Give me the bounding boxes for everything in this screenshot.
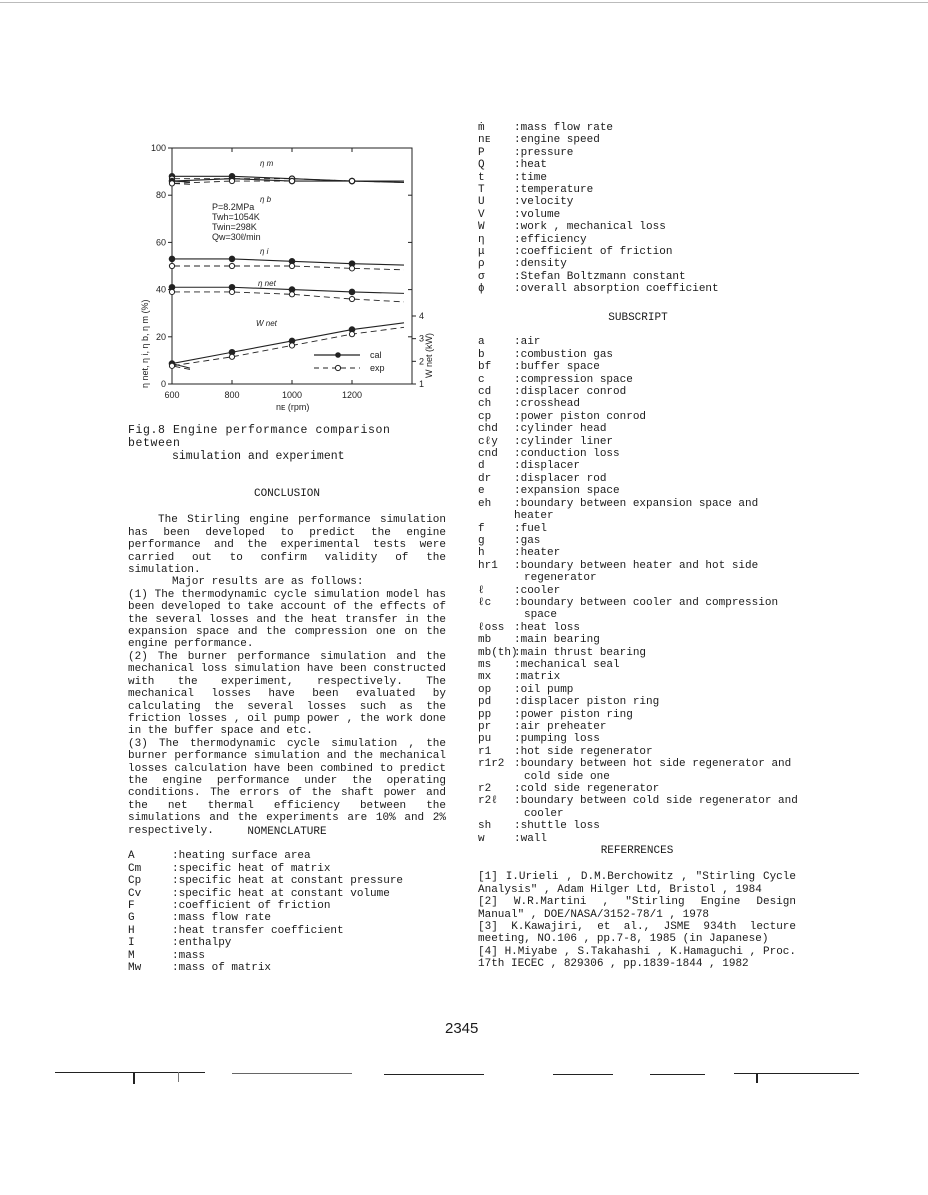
data-point-eta_i-exp [229,263,234,268]
nomenclature-item [128,937,446,949]
nomenclature-item [478,221,798,233]
nomenclature-description: :coefficient of friction [172,900,331,913]
subscript-symbol: cp [478,410,492,423]
subscript-description: :heater [514,547,561,560]
data-point-eta_net-exp [169,289,174,294]
subscript-description: :crosshead [514,398,581,411]
subscript-symbol: r1 [478,745,492,758]
subscript-symbol: b [478,348,485,361]
nomenclature-left [128,826,446,974]
nomenclature-description: :work , mechanical loss [514,221,666,234]
data-point-eta_b-exp [289,178,294,183]
subscript-item [478,746,798,758]
subscript-description: :cylinder head [514,423,607,436]
subscript-symbol: cℓy [478,435,498,448]
x-tick-label: 600 [164,390,180,400]
y2-tick-label: 4 [419,311,425,321]
subscript-symbol: r2 [478,783,492,796]
subscript-symbol: pd [478,696,492,709]
nomenclature-item [478,283,798,295]
top-rule [0,2,928,3]
subscript-symbol: ℓc [478,596,492,609]
nomenclature-symbol: Cv [128,887,142,900]
subscript-symbol: chd [478,423,498,436]
y2-tick-label: 2 [419,356,425,367]
nomenclature-description: :velocity [514,196,574,209]
nomenclature-symbol: H [128,924,135,937]
nomenclature-right [478,122,798,296]
subscript-symbol: r2ℓ [478,795,498,808]
nomenclature-item [478,246,798,258]
nomenclature-item [128,962,446,974]
subscript-symbol: w [478,832,485,845]
subscript-description: :air [514,336,541,349]
nomenclature-description: :mass of matrix [172,962,272,975]
series-line-eta_i-cal [172,259,404,265]
data-point-W_net-exp [349,332,354,337]
subscript-description: :hot side regenerator [514,745,653,758]
subscript-description: :mechanical seal [514,658,620,671]
subscript-item [478,398,798,410]
nomenclature-symbol: A [128,850,135,863]
data-point-eta_net-exp [349,296,354,301]
subscript-description: :boundary between cooler and compression [514,596,779,609]
data-point-W_net-exp [169,363,174,368]
nomenclature-symbol: ṁ [478,122,485,134]
y-axis-label-right: W net (kW) [424,333,434,378]
conclusion-title: CONCLUSION [253,488,320,500]
nomenclature-description: :mass flow rate [172,912,272,925]
series-line-W_net-cal [172,323,404,368]
data-point-eta_b-exp [349,178,354,183]
subscript-item [478,833,798,845]
data-point-eta_b-exp [169,181,174,186]
nomenclature-description: :Stefan Boltzmann constant [514,270,686,283]
condition-0: P=8.2MPa [212,202,255,212]
subscript-description: :displacer [514,460,581,473]
subscript-symbol: ℓoss [478,621,505,634]
subscript-item [478,460,798,472]
reference-2: [2] W.R.Martini , "Stirling Engine Design Manual" , DOE/NASA/3152-78/1 , 1978 [478,896,796,921]
nomenclature-symbol: Cm [128,862,142,875]
subscript-description: :conduction loss [514,448,620,461]
nomenclature-symbol: V [478,208,485,221]
subscript-description: :displacer conrod [514,386,627,399]
subscript-description: :matrix [514,671,561,684]
subscript-description: :boundary between cold side regenerator and [514,795,798,808]
nomenclature-description: :mass flow rate [514,122,614,134]
subscript-item [478,795,798,807]
caption-line-2: simulation and experiment [172,450,345,463]
subscript-continuation: regenerator [524,572,597,585]
x-tick-label: 1200 [341,390,363,400]
subscript-title: SUBSCRIPT [608,312,668,324]
nomenclature-item [128,875,446,887]
subscript-symbol: c [478,373,485,386]
nomenclature-item [128,888,446,900]
conclusion-section [128,488,446,837]
subscript-description: :main bearing [514,634,600,647]
y-tick-label: 60 [155,237,166,248]
y-tick-label: 20 [155,331,166,342]
condition-2: Twin=298K [212,222,257,232]
nomenclature-symbol: Mw [128,962,142,975]
nomenclature-item [128,950,446,962]
caption-line-1: Fig.8 Engine performance comparison between [128,424,391,450]
nomenclature-item [478,172,798,184]
subscript-symbol: h [478,547,485,560]
subscript-symbol: r1r2 [478,758,505,771]
nomenclature-symbol: nᴇ [478,134,492,147]
label-w-net: W net [256,319,277,328]
data-point-eta_b-exp [229,178,234,183]
nomenclature-title: NOMENCLATURE [247,826,327,838]
conclusion-paragraph-2: Major results are as follows: [172,576,364,589]
nomenclature-symbol: t [478,171,485,184]
subscript-description: :displacer rod [514,472,607,485]
subscript-symbol: mb(th) [478,646,518,659]
subscript-description: :wall [514,832,548,845]
nomenclature-item [128,912,446,924]
nomenclature-description: :specific heat at constant pressure [172,875,404,888]
references-title: REFERRENCES [600,845,674,857]
subscript-description: :cooler [514,584,561,597]
nomenclature-item [128,925,446,937]
subscript-symbol: pu [478,733,492,746]
nomenclature-symbol: W [478,221,485,234]
nomenclature-symbol: σ [478,270,485,283]
subscript-symbol: mb [478,634,492,647]
condition-3: Qw=30ℓ/min [212,232,261,242]
nomenclature-description: :heat transfer coefficient [172,924,344,937]
legend-exp-marker [335,365,340,370]
nomenclature-item [478,134,798,146]
nomenclature-description: :time [514,171,548,184]
nomenclature-symbol: I [128,937,135,950]
y-axis-label-left: η net, η i, η b, η m (%) [140,299,150,388]
subscript-item [478,634,798,646]
subscript-item [478,684,798,696]
nomenclature-item [478,122,798,134]
subscript-symbol: pp [478,708,492,721]
subscript-description: :boundary between expansion space and heater [514,497,759,523]
x-axis-label: nᴇ (rpm) [276,402,310,412]
nomenclature-description: :density [514,258,567,271]
subscript-symbol: cd [478,386,492,399]
data-point-eta_net-cal [349,289,355,295]
y2-tick-label: 3 [419,333,425,344]
subscript-description: :fuel [514,522,548,535]
subscript-description: :power piston ring [514,708,633,721]
nomenclature-description: :heating surface area [172,850,311,863]
subscript-item [478,622,798,634]
figure-8 [128,138,458,418]
subscript-description: :buffer space [514,361,600,374]
series-line-eta_i-exp [172,266,404,270]
subscript-description: :heat loss [514,621,581,634]
subscript-description: :boundary between heater and hot side [514,559,759,572]
subscript-description: :expansion space [514,485,620,498]
subscript-description: :air preheater [514,721,607,733]
subscript-item [478,659,798,671]
legend-cal-marker [335,352,341,358]
subscript-symbol: bf [478,361,492,374]
data-point-W_net-exp [229,354,234,359]
data-point-eta_i-exp [349,266,354,271]
subscript-item [478,820,798,832]
data-point-eta_i-exp [289,263,294,268]
x-tick-label: 800 [224,390,240,400]
nomenclature-symbol: ϕ [478,283,485,296]
subscript-description: :cold side regenerator [514,783,660,796]
subscript-symbol: ms [478,658,492,671]
nomenclature-description: :specific heat at constant volume [172,887,390,900]
nomenclature-description: :mass [172,949,206,962]
nomenclature-symbol: η [478,233,485,246]
nomenclature-item [478,147,798,159]
nomenclature-description: :enthalpy [172,937,232,950]
nomenclature-description: :coefficient of friction [514,246,673,259]
subscript-description: :pumping loss [514,733,600,746]
data-point-eta_i-exp [169,263,174,268]
label-eta-b: η b [260,195,272,204]
nomenclature-symbol: ρ [478,258,485,271]
subscript-continuation: cold side one [524,770,610,783]
reference-3: [3] K.Kawajiri, et al., JSME 934th lecture meeting, NO.106 , pp.7-8, 1985 (in Japanese) [478,921,796,946]
subscript-item [478,436,798,448]
nomenclature-item [478,159,798,171]
references-section [478,845,796,971]
nomenclature-item [128,850,446,862]
subscript-symbol: pr [478,721,492,733]
nomenclature-item [478,234,798,246]
data-point-W_net-exp [289,343,294,348]
nomenclature-description: :specific heat of matrix [172,862,331,875]
subscript-symbol: mx [478,671,492,684]
data-point-eta_net-exp [289,292,294,297]
subscript-item [478,547,798,559]
nomenclature-description: :efficiency [514,233,587,246]
subscript-item [478,361,798,373]
subscript-symbol: eh [478,497,492,510]
legend-cal: cal [370,350,382,360]
subscript-continuation: space [524,609,558,622]
nomenclature-item [478,258,798,270]
y-tick-label: 80 [155,190,166,201]
subscript-item [478,423,798,435]
subscript-item [478,783,798,795]
subscript-item [478,585,798,597]
subscript-symbol: cnd [478,448,498,461]
subscript-item [478,647,798,659]
reference-4: [4] H.Miyabe , S.Takahashi , K.Hamaguchi , Proc. 17th IECEC , 829306 , pp.1839-1844 , 1982 [478,945,796,971]
conclusion-result-3: (3) The thermodynamic cycle simulation , the burner performance simulation and the mechanical losses calculation have been combined to predict the engine performance under the operating conditions. The errors of the shaft power and the net thermal efficiency between the simulations and the experiments are 10% and 2% respectively. [128,737,446,837]
subscript-symbol: ℓ [478,584,485,597]
subscript-symbol: a [478,336,485,349]
nomenclature-description: :pressure [514,146,574,159]
subscript-description: :power piston conrod [514,410,647,423]
subscript-item [478,758,798,770]
nomenclature-symbol: Q [478,159,485,172]
nomenclature-symbol: Cp [128,875,142,888]
nomenclature-item [128,900,446,912]
subscript-description: :main thrust bearing [514,646,647,659]
y-tick-label: 40 [155,284,166,295]
subscript-item [478,709,798,721]
subscript-item [478,473,798,485]
data-point-eta_net-exp [229,289,234,294]
data-point-eta_i-cal [169,256,175,262]
label-eta-net: η net [258,279,276,288]
nomenclature-item [478,271,798,283]
nomenclature-symbol: M [128,949,135,962]
nomenclature-symbol: F [128,900,135,913]
subscript-continuation: cooler [524,807,564,820]
subscript-item [478,696,798,708]
subscript-description: :combustion gas [514,348,614,361]
nomenclature-description: :heat [514,159,548,172]
subscript-description: :oil pump [514,683,574,696]
subscript-symbol: d [478,460,485,473]
nomenclature-description: :temperature [514,184,594,197]
subscript-item [478,671,798,683]
nomenclature-item [478,196,798,208]
nomenclature-symbol: T [478,184,485,197]
nomenclature-symbol: U [478,196,485,209]
subscript-description: :gas [514,534,541,547]
nomenclature-item [478,209,798,221]
subscript-description: :cylinder liner [514,435,614,448]
subscript-description: :compression space [514,373,633,386]
series-line-eta_net-exp [172,292,404,302]
subscript-item [478,349,798,361]
subscript-symbol: e [478,485,485,498]
nomenclature-description: :overall absorption coefficient [514,283,719,296]
figure-caption [128,424,448,463]
subscript-description: :shuttle loss [514,820,600,833]
reference-1: [1] I.Urieli , D.M.Berchowitz , "Stirling Cycle Analysis" , Adam Hilger Ltd, Bristol , 1984 [478,871,796,896]
subscript-item [478,386,798,398]
subscript-item [478,485,798,497]
x-tick-label: 1000 [281,390,303,400]
nomenclature-description: :volume [514,208,561,221]
subscript-symbol: sh [478,820,492,833]
subscript-symbol: ch [478,398,492,411]
series-line-eta_net-cal [172,287,404,293]
legend-exp: exp [370,363,385,373]
conclusion-paragraph-1: The Stirling engine performance simulation has been developed to predict the engine performance and the experimental tests were carried out to confirm validity of the simulation. [128,514,446,577]
performance-chart [128,138,458,418]
subscript-item [478,560,798,572]
label-eta-i: η i [260,247,269,256]
conclusion-result-1: (1) The thermodynamic cycle simulation model has been developed to take account of the effects of the several losses and the heat transfer in the expansion space and the compression one on the engine performance. [128,588,446,651]
nomenclature-description: :engine speed [514,134,600,147]
nomenclature-symbol: P [478,146,485,159]
nomenclature-symbol: G [128,912,135,925]
subscript-description: :displacer piston ring [514,696,660,709]
subscript-symbol: op [478,683,492,696]
y2-tick-label: 1 [419,379,425,389]
subscript-description: :boundary between hot side regenerator and [514,758,792,771]
nomenclature-item [128,863,446,875]
subscript-symbol: f [478,522,485,535]
subscript-item [478,733,798,745]
nomenclature-symbol: μ [478,246,485,259]
condition-1: Twh=1054K [212,212,260,222]
subscript-item [478,498,798,523]
subscript-symbol: dr [478,472,492,485]
conclusion-result-2: (2) The burner performance simulation and the mechanical loss simulation have been constructed with the experiment, respectively. The mechanical losses have been evaluated by calculating the several losses such as the friction losses , oil pump power , the work done in the buffer space and etc. [128,650,446,738]
subscript-item [478,336,798,348]
subscript-item [478,448,798,460]
y-tick-label: 100 [150,143,166,153]
subscript-symbol: g [478,534,485,547]
data-point-eta_i-cal [229,256,235,262]
subscript-item [478,721,798,733]
nomenclature-item [478,184,798,196]
label-eta-m: η m [260,159,274,168]
subscript-symbol: hr1 [478,559,498,572]
subscript-item [478,535,798,547]
subscript-section [478,312,798,845]
subscript-item [478,374,798,386]
page-number: 2345 [445,1020,479,1037]
subscript-item [478,523,798,535]
subscript-item [478,597,798,609]
y-tick-label: 0 [160,379,166,389]
subscript-item [478,411,798,423]
